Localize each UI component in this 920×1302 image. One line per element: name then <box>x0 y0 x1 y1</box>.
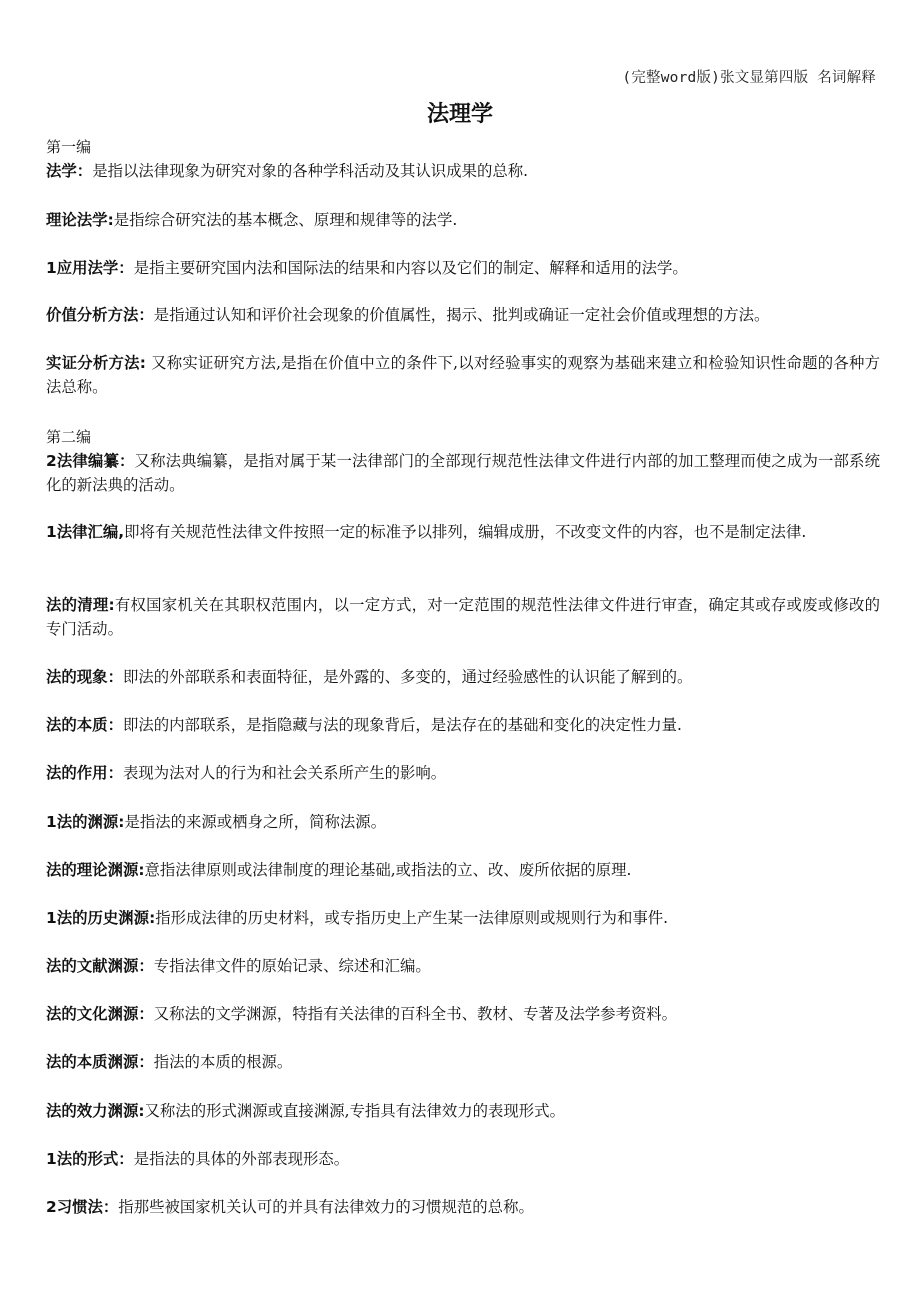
entry-sep: ： <box>107 716 123 734</box>
entry-sep: : <box>138 861 145 879</box>
entry-term: 理论法学 <box>46 211 108 229</box>
entry-sep: : <box>107 211 114 229</box>
entry-definition: 是指主要研究国内法和国际法的结果和内容以及它们的制定、解释和适用的法学。 <box>133 259 688 277</box>
entry-definition: 有权国家机关在其职权范围内，以一定方式，对一定范围的规范性法律文件进行审查，确定其或存或废或修改的专门活动。 <box>46 596 880 638</box>
entry-term: 法的文化渊源 <box>46 1005 139 1023</box>
entry-term: 法的作用 <box>46 764 108 782</box>
entry-definition: 即将有关规范性法律文件按照一定的标准予以排列，编辑成册，不改变文件的内容，也不是制定法律. <box>124 523 807 541</box>
entry-0 <box>46 159 880 183</box>
entry-term: 1法的渊源 <box>46 813 119 831</box>
entry-2 <box>46 256 880 280</box>
entry-16 <box>46 1050 880 1074</box>
entry-term: 法的本质渊源 <box>46 1053 139 1071</box>
entry-term: 1应用法学 <box>46 259 119 277</box>
entry-definition: 又称实证研究方法,是指在价值中立的条件下,以对经验事实的观察为基础来建立和检验知识性命题的各种方法总称。 <box>46 354 880 396</box>
entry-term: 法的本质 <box>46 716 108 734</box>
entry-definition: 又称法典编纂，是指对属于某一法律部门的全部现行规范性法律文件进行内部的加工整理而使之成为一部系统化的新法典的活动。 <box>46 452 880 494</box>
entry-definition: 是指综合研究法的基本概念、原理和规律等的法学. <box>113 211 458 229</box>
entry-sep: ： <box>118 1150 134 1168</box>
entry-sep: ： <box>102 1198 119 1216</box>
entry-definition: 是指通过认知和评价社会现象的价值属性，揭示、批判或确证一定社会价值或理想的方法。 <box>153 306 770 324</box>
entry-term: 实证分析方法 <box>46 354 140 372</box>
entry-definition: 又称法的文学渊源，特指有关法律的百科全书、教材、专著及法学参考资料。 <box>153 1005 678 1023</box>
entry-sep: ： <box>138 306 154 324</box>
entry-sep: : <box>108 596 115 614</box>
entry-sep: ： <box>118 452 135 470</box>
entry-definition: 指那些被国家机关认可的并具有法律效力的习惯规范的总称。 <box>118 1198 534 1216</box>
entry-12 <box>46 858 880 882</box>
entry-5 <box>46 449 880 497</box>
entry-8 <box>46 665 880 689</box>
entry-definition: 指形成法律的历史材料，或专指历史上产生某一法律原则或规则行为和事件. <box>155 909 669 927</box>
entry-term: 法的理论渊源 <box>46 861 139 879</box>
entry-definition: 是指法的来源或栖身之所，简称法源。 <box>124 813 387 831</box>
entry-sep: ： <box>138 1005 154 1023</box>
entry-18 <box>46 1147 880 1171</box>
entry-sep: : <box>118 813 125 831</box>
entry-definition: 是指以法律现象为研究对象的各种学科活动及其认识成果的总称. <box>92 162 529 180</box>
entry-sep: , <box>118 523 125 541</box>
entry-definition: 专指法律文件的原始记录、综述和汇编。 <box>153 957 431 975</box>
entry-17 <box>46 1099 880 1123</box>
entry-sep: ： <box>118 259 134 277</box>
entry-term: 法的效力渊源 <box>46 1102 139 1120</box>
entry-term: 2法律编纂 <box>46 452 119 470</box>
entry-14 <box>46 954 880 978</box>
entry-term: 法的清理 <box>46 596 109 614</box>
page-title: 法理学 <box>426 102 493 127</box>
entry-19 <box>46 1195 880 1219</box>
entry-definition: 指法的本质的根源。 <box>153 1053 293 1071</box>
entry-10 <box>46 761 880 785</box>
entry-6 <box>46 520 880 544</box>
entry-sep: : <box>149 909 156 927</box>
entry-term: 1法的形式 <box>46 1150 119 1168</box>
entry-sep: ： <box>76 162 93 180</box>
entry-term: 价值分析方法 <box>46 306 139 324</box>
entry-definition: 是指法的具体的外部表现形态。 <box>133 1150 350 1168</box>
entry-definition: 即法的外部联系和表面特征，是外露的、多变的，通过经验感性的认识能了解到的。 <box>122 668 693 686</box>
entry-sep: ： <box>138 957 154 975</box>
entry-13 <box>46 906 880 930</box>
entry-3 <box>46 303 880 327</box>
entry-11 <box>46 810 880 834</box>
entry-9 <box>46 713 880 737</box>
entry-7 <box>46 593 880 641</box>
entry-1 <box>46 208 880 232</box>
entry-sep: ： <box>107 764 123 782</box>
entry-term: 1法律汇编 <box>46 523 119 541</box>
entry-term: 1法的历史渊源 <box>46 909 150 927</box>
section-heading-2: 第二编 <box>46 428 92 446</box>
section-heading-1: 第一编 <box>46 138 92 156</box>
entry-sep: : <box>139 354 146 372</box>
entry-4 <box>46 351 880 399</box>
entry-term: 法的现象 <box>46 668 108 686</box>
entry-definition: 表现为法对人的行为和社会关系所产生的影响。 <box>122 764 447 782</box>
entry-sep: : <box>138 1102 145 1120</box>
entry-term: 法学 <box>46 162 77 180</box>
entry-term: 法的文献渊源 <box>46 957 139 975</box>
entry-sep: ： <box>138 1053 154 1071</box>
entry-definition: 意指法律原则或法律制度的理论基础,或指法的立、改、废所依据的原理. <box>144 861 632 879</box>
entry-term: 2习惯法 <box>46 1198 103 1216</box>
entry-15 <box>46 1002 880 1026</box>
header-note: (完整word版)张文显第四版 名词解释 <box>622 70 876 86</box>
entry-definition: 即法的内部联系，是指隐藏与法的现象背后，是法存在的基础和变化的决定性力量. <box>122 716 682 734</box>
entry-definition: 又称法的形式渊源或直接渊源,专指具有法律效力的表现形式。 <box>144 1102 565 1120</box>
entry-sep: ： <box>107 668 123 686</box>
